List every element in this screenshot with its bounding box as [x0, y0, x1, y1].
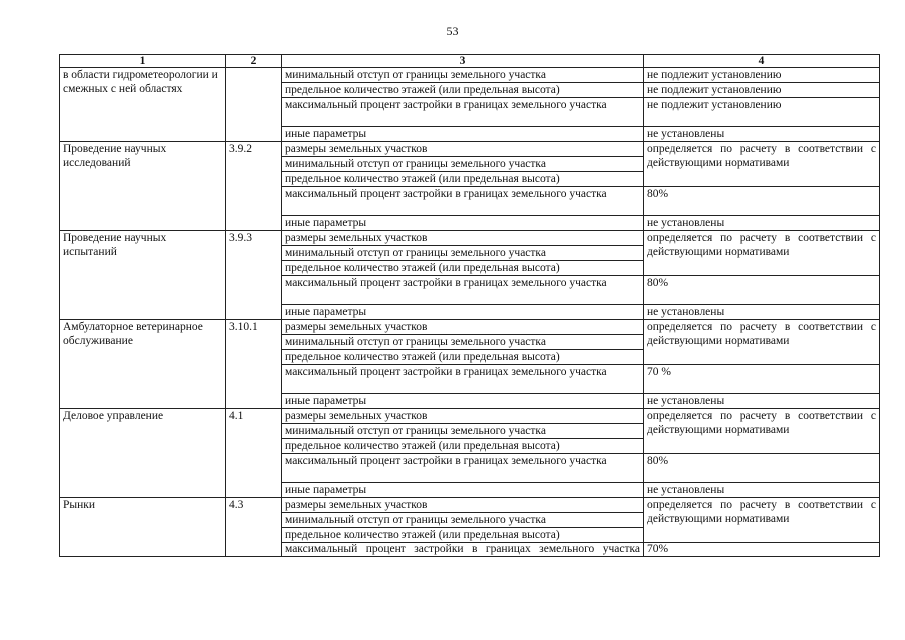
land-use-code: 4.3 — [226, 498, 282, 557]
parameter-label: минимальный отступ от границы земельного участка — [282, 157, 644, 172]
land-use-code: 3.10.1 — [226, 320, 282, 409]
parameter-value: определяется по расчету в соответствии с действующими нормативами — [644, 231, 880, 276]
land-use-name: Рынки — [60, 498, 226, 557]
parameter-label: размеры земельных участков — [282, 498, 644, 513]
parameter-value: не установлены — [644, 216, 880, 231]
land-use-code: 3.9.3 — [226, 231, 282, 320]
parameter-value: не установлены — [644, 127, 880, 142]
page-number: 53 — [446, 24, 459, 38]
land-use-name: в области гидрометеорологии и смежных с ней областях — [60, 68, 226, 142]
parameter-label: размеры земельных участков — [282, 320, 644, 335]
parameter-label: иные параметры — [282, 394, 644, 409]
column-header-4: 4 — [644, 55, 880, 68]
table-row — [60, 142, 880, 157]
regulations-table — [59, 54, 880, 557]
parameter-label: предельное количество этажей (или предельная высота) — [282, 172, 644, 187]
parameter-value: не установлены — [644, 394, 880, 409]
parameter-value: 70 % — [644, 365, 880, 394]
parameter-label: иные параметры — [282, 216, 644, 231]
parameter-value: 80% — [644, 187, 880, 216]
column-header-1: 1 — [60, 55, 226, 68]
parameter-value: определяется по расчету в соответствии с действующими нормативами — [644, 320, 880, 365]
parameter-label: иные параметры — [282, 305, 644, 320]
parameter-value: определяется по расчету в соответствии с действующими нормативами — [644, 498, 880, 543]
land-use-code: 4.1 — [226, 409, 282, 498]
parameter-value: 80% — [644, 454, 880, 483]
parameter-label: минимальный отступ от границы земельного участка — [282, 335, 644, 350]
parameter-value: не установлены — [644, 305, 880, 320]
parameter-value: определяется по расчету в соответствии с действующими нормативами — [644, 142, 880, 187]
parameter-value: не подлежит установлению — [644, 68, 880, 83]
table-row — [60, 231, 880, 246]
parameter-value: определяется по расчету в соответствии с действующими нормативами — [644, 409, 880, 454]
parameter-label: размеры земельных участков — [282, 142, 644, 157]
parameter-label: иные параметры — [282, 483, 644, 498]
parameter-label: иные параметры — [282, 127, 644, 142]
parameter-label: максимальный процент застройки в границах земельного участка — [282, 187, 644, 216]
parameter-label: максимальный процент застройки в границах земельного участка — [282, 98, 644, 127]
parameter-label: размеры земельных участков — [282, 231, 644, 246]
parameter-label: предельное количество этажей (или предельная высота) — [282, 83, 644, 98]
table-row — [60, 409, 880, 424]
parameter-value: не установлены — [644, 483, 880, 498]
parameter-value: 70% — [644, 543, 880, 557]
parameter-label: максимальный процент застройки в границах земельного участка — [282, 543, 644, 557]
parameter-label: предельное количество этажей (или предельная высота) — [282, 350, 644, 365]
parameter-label: минимальный отступ от границы земельного участка — [282, 68, 644, 83]
parameter-value: 80% — [644, 276, 880, 305]
table-row — [60, 498, 880, 513]
parameter-label: минимальный отступ от границы земельного участка — [282, 513, 644, 528]
parameter-label: максимальный процент застройки в границах земельного участка — [282, 454, 644, 483]
parameter-label: максимальный процент застройки в границах земельного участка — [282, 365, 644, 394]
land-use-name: Деловое управление — [60, 409, 226, 498]
land-use-name: Проведение научных испытаний — [60, 231, 226, 320]
column-header-3: 3 — [282, 55, 644, 68]
parameter-label: предельное количество этажей (или предельная высота) — [282, 439, 644, 454]
land-use-code — [226, 68, 282, 142]
parameter-label: размеры земельных участков — [282, 409, 644, 424]
table-row — [60, 68, 880, 83]
parameter-label: минимальный отступ от границы земельного участка — [282, 246, 644, 261]
table-row — [60, 320, 880, 335]
parameter-value: не подлежит установлению — [644, 98, 880, 127]
parameter-label: минимальный отступ от границы земельного участка — [282, 424, 644, 439]
parameter-label: максимальный процент застройки в границах земельного участка — [282, 276, 644, 305]
parameter-value: не подлежит установлению — [644, 83, 880, 98]
land-use-name: Амбулаторное ветеринарное обслуживание — [60, 320, 226, 409]
parameter-label: предельное количество этажей (или предельная высота) — [282, 261, 644, 276]
column-header-2: 2 — [226, 55, 282, 68]
parameter-label: предельное количество этажей (или предельная высота) — [282, 528, 644, 543]
table-header-row — [60, 55, 880, 68]
land-use-name: Проведение научных исследований — [60, 142, 226, 231]
land-use-code: 3.9.2 — [226, 142, 282, 231]
